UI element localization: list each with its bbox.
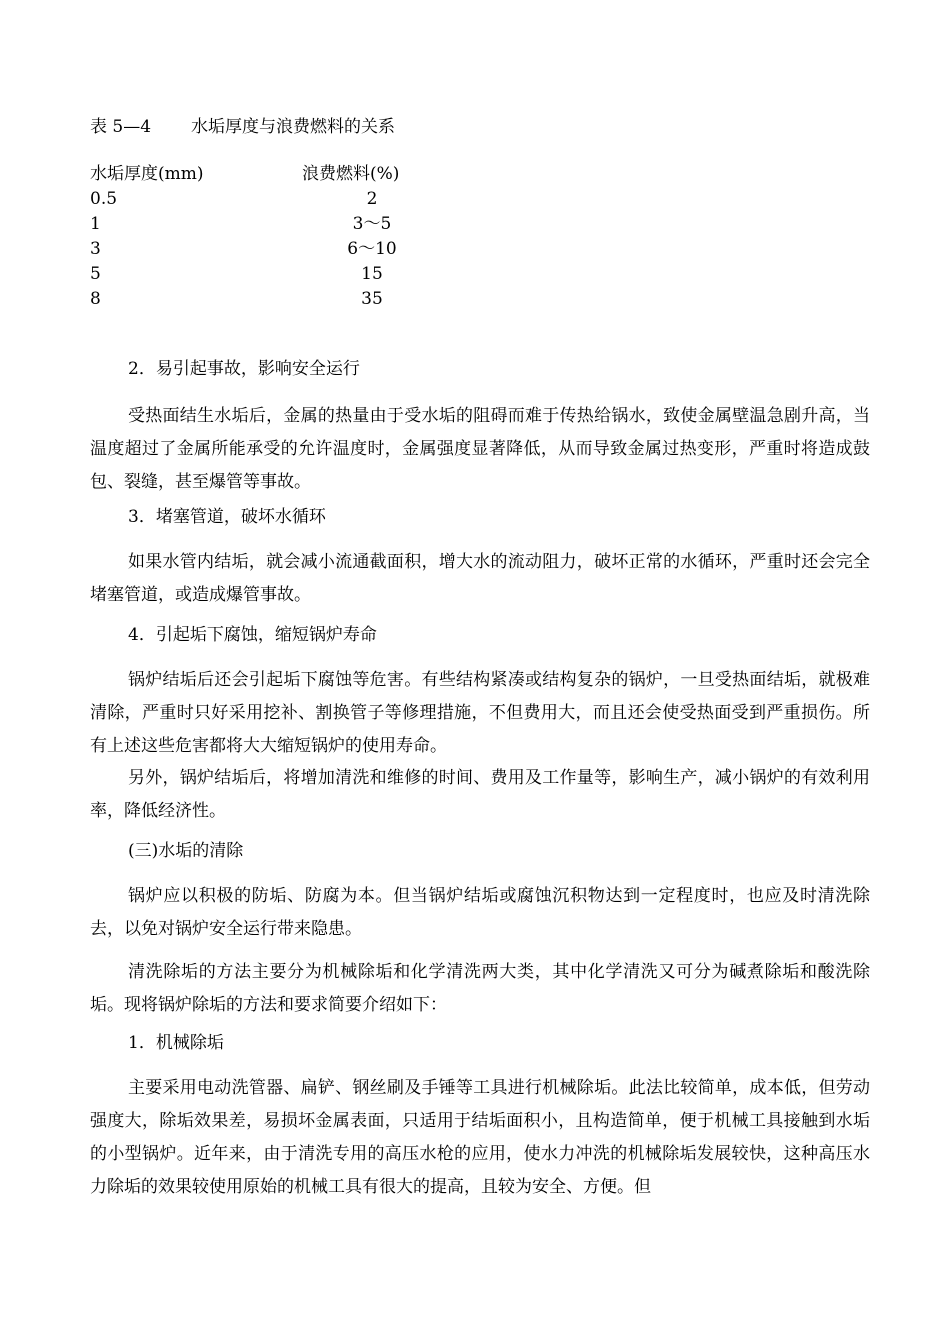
table-row <box>90 212 510 237</box>
table-cell-thickness: 1 <box>90 214 101 234</box>
table-caption-label: 表 5—4 <box>90 117 152 137</box>
table-row <box>90 237 510 262</box>
table-cell-thickness: 5 <box>90 264 101 284</box>
section-heading-corrosion: 4．引起垢下腐蚀，缩短锅炉寿命 <box>128 625 377 645</box>
table-row <box>90 187 510 212</box>
table-cell-fuel: 6～10 <box>347 239 397 259</box>
paragraph-mechanical: 主要采用电动洗管器、扁铲、钢丝刷及手锤等工具进行机械除垢。此法比较简单，成本低，但劳动强度大，除垢效果差，易损坏金属表面，只适用于结垢面积小，且构造简单，便于机械工具接触到水垢的小型锅炉。近年来，由于清洗专用的高压水枪的应用，使水力冲洗的机械除垢发展较快，这种高压水力除垢的效果较使用原始的机械工具有很大的提高，且较为安全、方便。但 <box>90 1078 870 1197</box>
paragraph-corrosion: 锅炉结垢后还会引起垢下腐蚀等危害。有些结构紧凑或结构复杂的锅炉，一旦受热面结垢，就极难清除，严重时只好采用挖补、割换管子等修理措施，不但费用大，而且还会使受热面受到严重损伤。所有上述这些危害都将大大缩短锅炉的使用寿命。 <box>90 670 870 756</box>
table-caption <box>90 116 395 138</box>
section-heading-blockage: 3．堵塞管道，破坏水循环 <box>128 507 326 527</box>
table-cell-thickness: 0.5 <box>90 189 118 209</box>
section-heading-mechanical: 1．机械除垢 <box>128 1033 224 1053</box>
paragraph-cleaning-methods: 清洗除垢的方法主要分为机械除垢和化学清洗两大类，其中化学清洗又可分为碱煮除垢和酸洗除垢。现将锅炉除垢的方法和要求简要介绍如下： <box>90 962 870 1015</box>
paragraph-accident: 受热面结生水垢后，金属的热量由于受水垢的阻碍而难于传热给锅水，致使金属壁温急剧升高，当温度超过了金属所能承受的允许温度时，金属强度显著降低，从而导致金属过热变形，严重时将造成鼓包、裂缝，甚至爆管等事故。 <box>90 406 870 492</box>
table-cell-fuel: 2 <box>366 189 378 209</box>
scale-fuel-table <box>90 162 510 312</box>
table-header-row <box>90 162 510 187</box>
table-header-thickness: 水垢厚度(mm) <box>90 164 204 184</box>
table-cell-thickness: 8 <box>90 289 101 309</box>
paragraph-cleaning-principle: 锅炉应以积极的防垢、防腐为本。但当锅炉结垢或腐蚀沉积物达到一定程度时，也应及时清洗除去，以免对锅炉安全运行带来隐患。 <box>90 886 870 939</box>
section-heading-accident: 2．易引起事故，影响安全运行 <box>128 359 360 379</box>
table-cell-fuel: 35 <box>361 289 383 309</box>
paragraph-blockage: 如果水管内结垢，就会减小流通截面积，增大水的流动阻力，破坏正常的水循环，严重时还会完全堵塞管道，或造成爆管事故。 <box>90 552 870 605</box>
table-row <box>90 287 510 312</box>
section-heading-scale-removal: (三)水垢的清除 <box>128 841 244 861</box>
table-row <box>90 262 510 287</box>
table-header-fuel: 浪费燃料(%) <box>302 164 400 184</box>
table-caption-title: 水垢厚度与浪费燃料的关系 <box>191 117 396 137</box>
paragraph-economy: 另外，锅炉结垢后，将增加清洗和维修的时间、费用及工作量等，影响生产，减小锅炉的有效利用率，降低经济性。 <box>90 768 870 821</box>
table-cell-fuel: 15 <box>361 264 383 284</box>
table-cell-thickness: 3 <box>90 239 101 259</box>
table-cell-fuel: 3～5 <box>352 214 392 234</box>
